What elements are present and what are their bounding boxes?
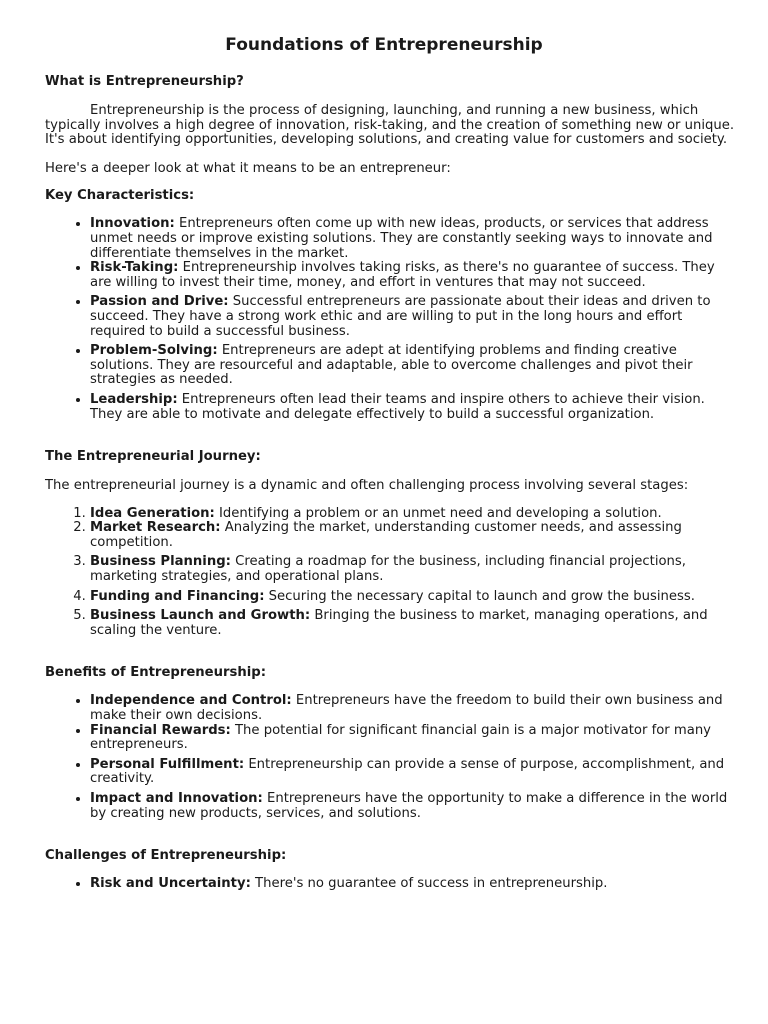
list-item [90,792,735,821]
list-item [90,217,735,261]
document-page [45,34,735,892]
section-heading-challenges: Challenges of Entrepreneurship: [45,848,287,864]
list-item-term: Business Planning: [90,554,231,570]
list-item-text: Bringing the business to market, managing operations, and scaling the venture. [90,608,708,638]
list-item [90,758,735,787]
journey-list [45,507,735,639]
list-item-term: Risk-Taking: [90,260,179,276]
list-item-text: Entrepreneurship involves taking risks, as there's no guarantee of success. They are willing to invest their time, money, and effort in ventures that may not succeed. [90,260,715,290]
list-item-text: Entrepreneurs often lead their teams and inspire others to achieve their vision. They are able to motivate and delegate effectively to build a successful organization. [90,391,705,422]
section-heading-characteristics: Key Characteristics: [45,188,195,204]
list-item-term: Idea Generation: [90,505,215,521]
list-item [90,344,735,388]
list-item-term: Problem-Solving: [90,343,218,359]
list-item-text: Entrepreneurship can provide a sense of purpose, accomplishment, and creativity. [90,756,725,787]
page-title: Foundations of Entrepreneurship [225,35,543,55]
challenges-list [45,877,735,892]
list-item-text: There's no guarantee of success in entrepreneurship. [250,876,608,892]
journey-intro: The entrepreneurial journey is a dynamic and often challenging process involving several stages: [45,478,689,494]
list-item-term: Risk and Uncertainty: [90,876,251,892]
list-item-term: Independence and Control: [90,693,292,709]
list-item-term: Funding and Financing: [90,588,265,604]
section-heading-benefits: Benefits of Entrepreneurship: [45,665,266,681]
list-item-text: Identifying a problem or an unmet need and developing a solution. [214,505,662,521]
list-item-text: Entrepreneurs often come up with new ideas, products, or services that address unmet needs or improve existing solutions. They are constantly seeking ways to innovate and differentiate themselves in the market. [90,216,713,261]
list-item-text: Analyzing the market, understanding customer needs, and assessing competition. [90,520,682,550]
list-item-term: Impact and Innovation: [90,791,263,806]
deeper-look-paragraph: Here's a deeper look at what it means to be an entrepreneur: [45,160,451,176]
list-item-term: Passion and Drive: [90,294,229,310]
list-item [90,694,735,723]
list-item-term: Personal Fulfillment: [90,756,245,772]
list-item-text: Successful entrepreneurs are passionate about their ideas and driven to succeed. They have a strong work ethic and are willing to put in the long hours and effort required to build a successful business. [90,294,711,339]
list-item-text: Entrepreneurs are adept at identifying problems and finding creative solutions. They are resourceful and adaptable, able to overcome challenges and pivot their strategies as needed. [90,343,693,388]
list-item-text: Entrepreneurs have the freedom to build their own business and make their own decisions. [90,693,723,724]
section-heading-journey: The Entrepreneurial Journey: [45,449,261,465]
list-item [90,521,735,550]
list-item-term: Leadership: [90,391,178,407]
list-item-text: The potential for significant financial gain is a major motivator for many entrepreneurs. [90,722,711,753]
list-item [90,724,735,753]
list-item [90,590,735,605]
list-item-text: Securing the necessary capital to launch and grow the business. [264,588,695,604]
list-item [90,295,735,339]
list-item [90,609,735,638]
list-item-term: Market Research: [90,520,221,536]
benefits-list [45,694,735,821]
characteristics-list [45,217,735,422]
intro-paragraph: Entrepreneurship is the process of designing, launching, and running a new business, which typically involves a high degree of innovation, risk-taking, and the creation of something new or unique. It's about identifying opportunities, developing solutions, and creating value for customers and society. [45,103,735,148]
list-item [90,507,735,522]
list-item-term: Innovation: [90,216,175,232]
list-item-text: Creating a roadmap for the business, including financial projections, marketing strategies, and operational plans. [90,554,686,585]
list-item [90,877,735,892]
list-item [90,555,735,584]
list-item [90,393,735,422]
list-item [90,261,735,290]
list-item-text: Entrepreneurs have the opportunity to make a difference in the world by creating new products, services, and solutions. [90,791,728,821]
section-heading-what-is: What is Entrepreneurship? [45,74,244,89]
list-item-term: Financial Rewards: [90,722,231,738]
list-item-term: Business Launch and Growth: [90,608,311,624]
